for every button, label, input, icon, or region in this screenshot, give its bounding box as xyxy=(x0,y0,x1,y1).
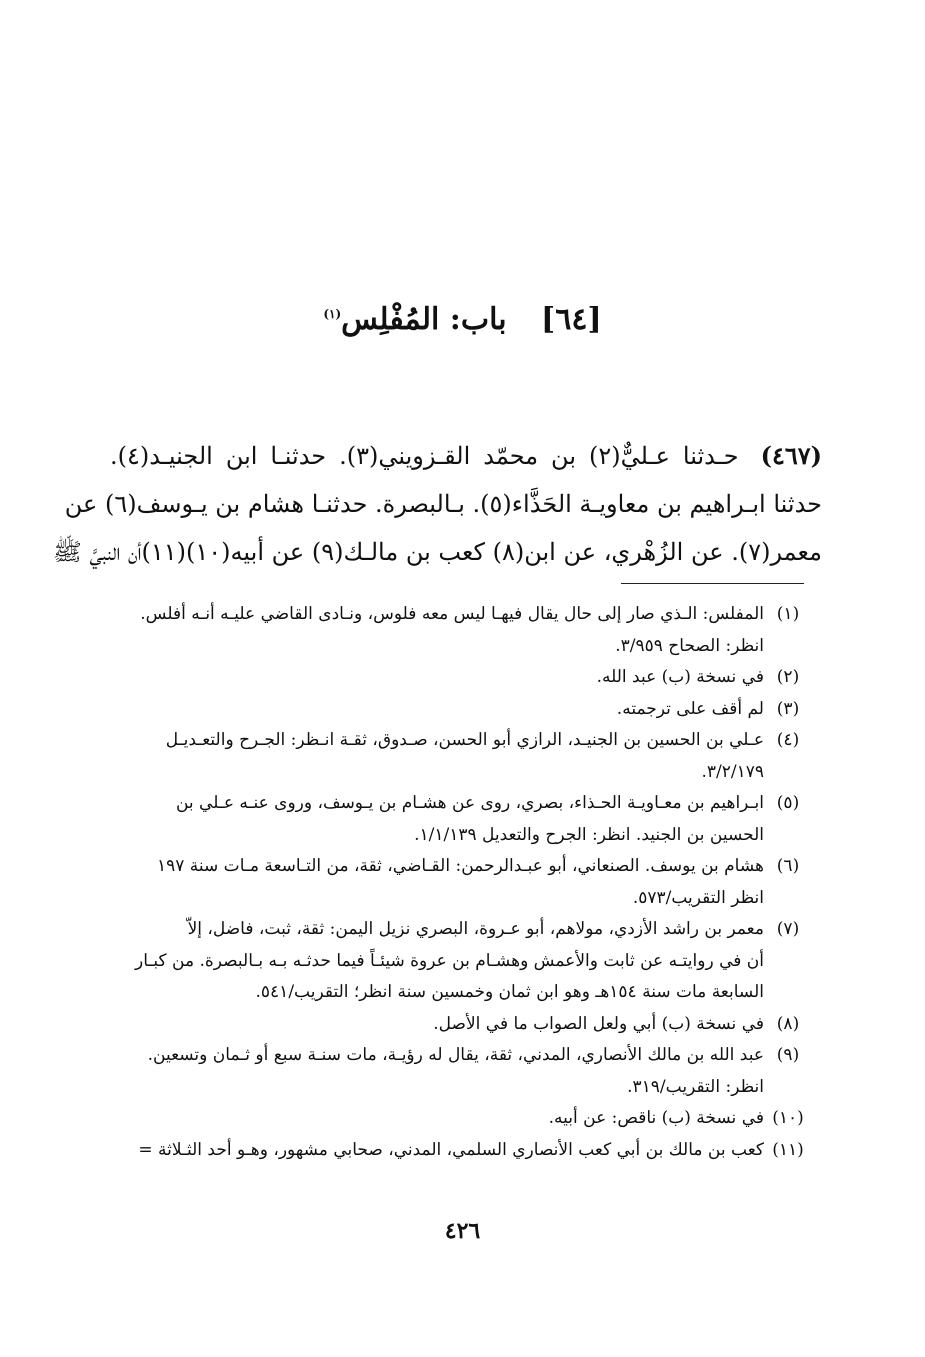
footnote-number: (٥) xyxy=(776,793,800,813)
footnote-number: (٨) xyxy=(776,1013,800,1034)
footnote xyxy=(100,599,812,662)
footnote xyxy=(100,725,812,788)
chapter-heading xyxy=(0,302,925,337)
footnote-number: (٢) xyxy=(776,667,800,687)
footnote xyxy=(100,788,812,851)
footnote-text: في نسخة (ب) أبي ولعل الصواب ما في الأصل. xyxy=(433,1013,764,1034)
hadith-line: (٤٦٧)حـدثنا عـليٌّ(٢) بن محمّد القـزويني(٣). حدثنـا ابن الجنيـد(٤). xyxy=(110,441,822,470)
hadith-line: حدثنا ابـراهيم بن معاويـة الحَذَّاء(٥). بـالبصرة. حدثنـا هشام بن يـوسف(٦) عن xyxy=(64,490,822,518)
footnote xyxy=(100,1040,812,1103)
chapter-footnote-ref: (١) xyxy=(323,307,342,321)
page-number: ٤٢٦ xyxy=(444,1218,481,1244)
footnote-text: في نسخة (ب) ناقص: عن أبيه. xyxy=(548,1108,764,1128)
footnote-separator xyxy=(621,583,804,584)
chapter-number: [٦٤] xyxy=(541,302,602,337)
footnote xyxy=(100,851,812,914)
footnote xyxy=(100,1103,812,1135)
footnote xyxy=(100,914,812,1009)
footnote xyxy=(100,1009,812,1041)
footnote-number: (١١) xyxy=(772,1139,804,1160)
footnote xyxy=(100,1135,812,1167)
footnote-text: لم أقف على ترجمته. xyxy=(616,698,764,719)
footnote-text: ابـراهيم بن معـاويـة الحـذاء، بصري، روى عن هشـام بن يـوسف، وروى عنـه عـلي بن الحسين بن الجنيد. انظر: الجرح والتعديل ١/١/١٣٩. xyxy=(175,793,764,845)
footnote-text: المفلس: الـذي صار إلى حال يقال فيهـا ليس معه فلوس، ونـادى القاضي عليـه أنـه أفلس. انظر: الصحاح ٣/٩٥٩. xyxy=(140,604,764,656)
footnote-number: (٤) xyxy=(776,730,800,750)
footnote-number: (٧) xyxy=(776,919,800,939)
footnote-text: هشام بن يوسف. الصنعاني، أبو عبـدالرحمن: القـاضي، ثقة، من التـاسعة مـات سنة ١٩٧ انظر التقريب/٥٧٣. xyxy=(156,856,764,908)
footnotes xyxy=(100,599,812,1166)
footnote-text: عـلي بن الحسين بن الجنيـد، الرازي أبو الحسن، صـدوق، ثقـة انـظر: الجـرح والتعـديـل ٣/٢/١٧٩. xyxy=(165,730,764,782)
footnote-number: (٣) xyxy=(776,698,800,719)
chapter-title: باب: المُفْلِس xyxy=(341,302,507,337)
hadith-line: معمر(٧). عن الزُهْري، عن ابن(٨) كعب بن مالـك(٩) عن أبيه(١٠)(١١)أن النبيَّ ﷺ xyxy=(52,538,822,566)
hadith-number: (٤٦٧) xyxy=(760,441,822,470)
footnote-number: (١٠) xyxy=(772,1108,804,1128)
footnote-text: كعب بن مالك بن أبي كعب الأنصاري السلمي، المدني، صحابي مشهور، وهـو أحد الثـلاثة = xyxy=(138,1139,764,1160)
footnote-text: معمر بن راشد الأزدي، مولاهم، أبو عـروة، البصري نزيل اليمن: ثقة، ثبت، فاضل، إلاّ أن في روايتـه عن ثابت والأعمش وهشـام بن عروة شيئـاً فيما حدثـه بـه بـالبصرة. من كبـار السابعة مات سنة ١٥٤هـ وهو ابن ثمان وخمسين سنة انظر؛ التقريب/٥٤١. xyxy=(135,919,764,1002)
footnote xyxy=(100,662,812,694)
footnote-number: (٦) xyxy=(776,856,800,876)
footnote-number: (٩) xyxy=(776,1045,800,1065)
footnote-text: عبد الله بن مالك الأنصاري، المدني، ثقة، يقال له رؤيـة، مات سنـة سبع أو ثـمان وتسعين. انظر: التقريب/٣١٩. xyxy=(147,1045,764,1097)
footnote-number: (١) xyxy=(776,604,800,624)
hadith-text xyxy=(52,432,822,576)
footnote xyxy=(100,694,812,726)
footnote-text: في نسخة (ب) عبد الله. xyxy=(596,667,764,687)
